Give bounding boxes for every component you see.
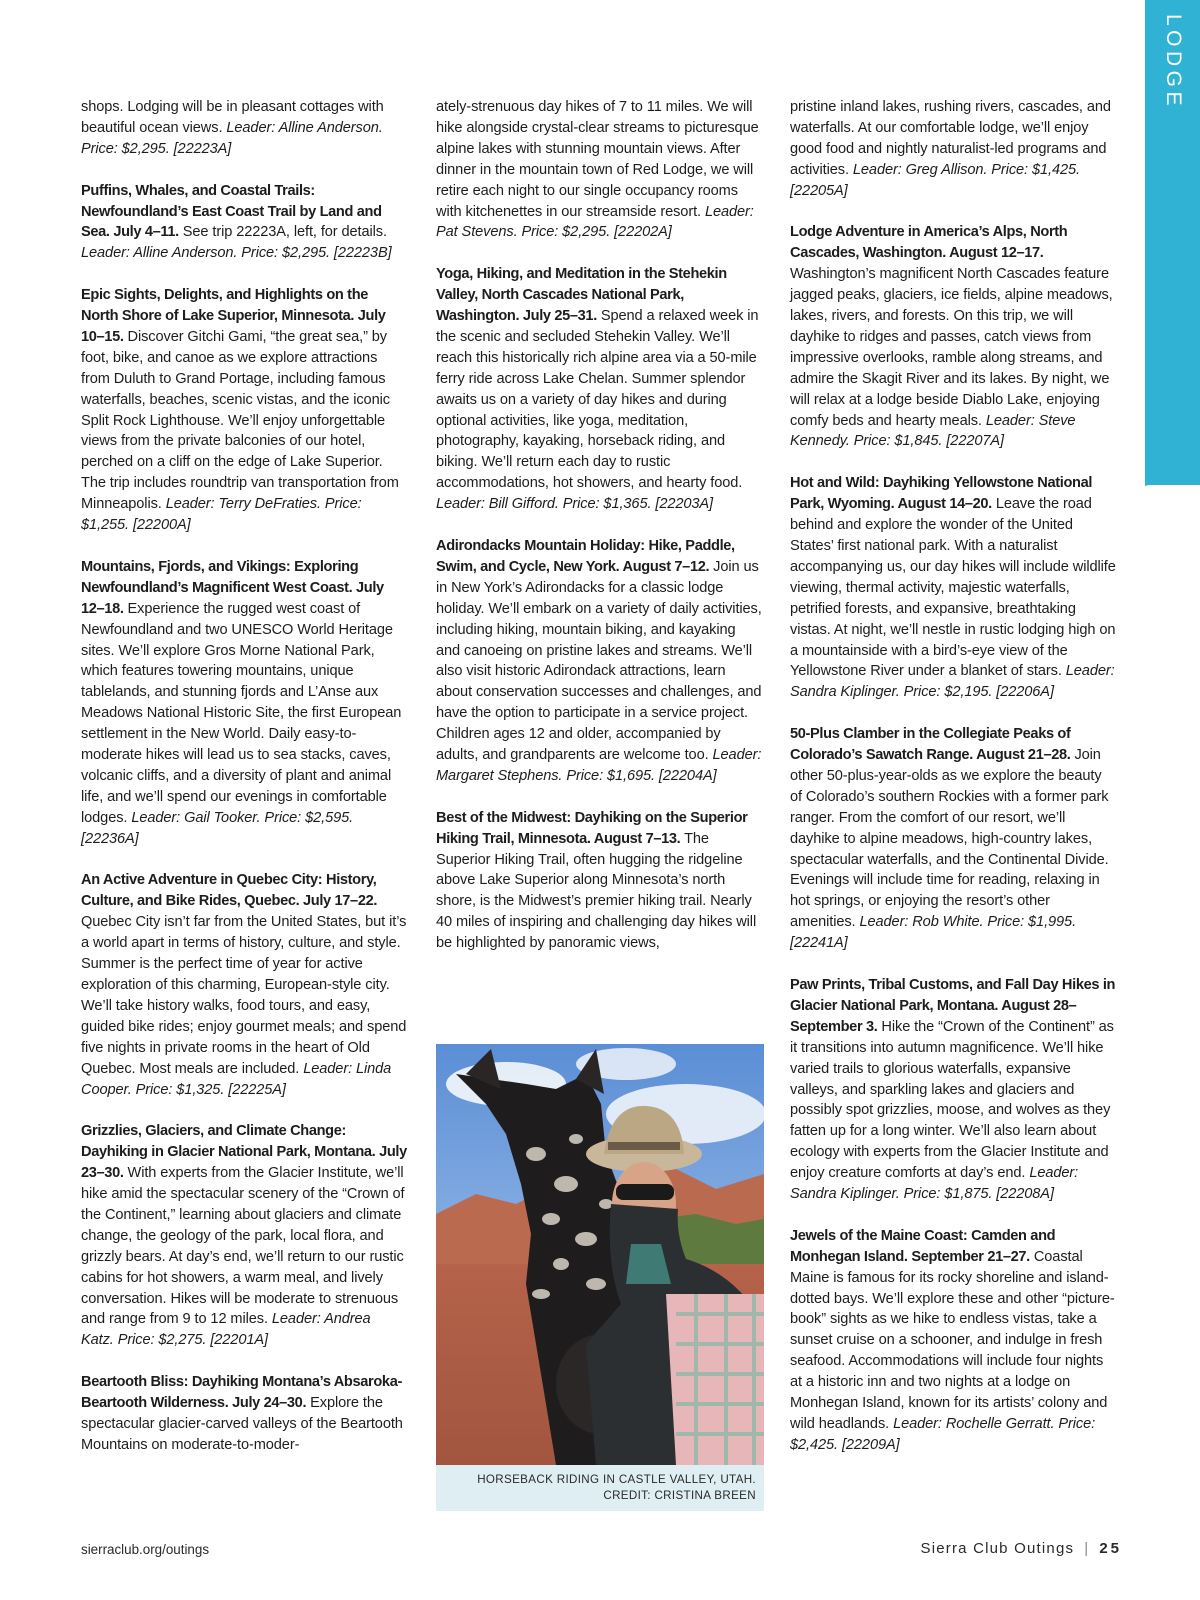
trip-listing	[790, 724, 1116, 954]
trip-title: Grizzlies, Glaciers, and Climate Change: Dayhiking in Glacier National Park, Montana. July 23–30.	[81, 1123, 407, 1182]
trip-description: The Superior Hiking Trail, often hugging the ridgeline above Lake Superior along Minnesota’s north shore, is the Midwest’s premier hiking trail. Nearly 40 miles of inspiring and challenging day hikes will be highlighted by panoramic views,	[436, 830, 757, 952]
trip-leader-price: Leader: Terry DeFraties. Price: $1,255. [22200A]	[81, 496, 362, 534]
footer-publication	[921, 1540, 1123, 1557]
trip-leader-price: Leader: Sandra Kiplinger. Price: $1,875. [22208A]	[790, 1165, 1079, 1203]
photo-caption	[436, 1465, 764, 1511]
trip-title: Adirondacks Mountain Holiday: Hike, Paddle, Swim, and Cycle, New York. August 7–12.	[436, 538, 735, 575]
trip-title: Epic Sights, Delights, and Highlights on the North Shore of Lake Superior, Minnesota. July 10–15.	[81, 287, 386, 345]
publication-name: Sierra Club Outings	[920, 1540, 1075, 1557]
trip-description: Join us in New York’s Adirondacks for a classic lodge holiday. We’ll embark on a variety of daily activities, including hiking, mountain biking, and kayaking and canoeing on pristine lakes and streams. We’ll also visit historic Adirondack attractions, learn about conservation successes and challenges, and have the option to participate in a service project. Children ages 12 and older, accompanied by adults, and grandparents are welcome too.	[436, 558, 762, 764]
caption-line-2: CREDIT: CRISTINA BREEN	[603, 1489, 756, 1502]
caption-line-1: HORSEBACK RIDING IN CASTLE VALLEY, UTAH.	[477, 1473, 756, 1486]
trip-leader-price: Leader: Andrea Katz. Price: $2,275. [22201A]	[81, 1311, 371, 1349]
trip-title: Puffins, Whales, and Coastal Trails: Newfoundland’s East Coast Trail by Land and Sea. July 4–11.	[81, 182, 382, 241]
trip-leader-price: Leader: Margaret Stephens. Price: $1,695. [22204A]	[436, 747, 762, 784]
trip-description: Discover Gitchi Gami, “the great sea,” by foot, bike, and canoe as we explore attractions from Duluth to Grand Portage, including famous waterfalls, beaches, scenic vistas, and the iconic Split Rock Lighthouse. We’ll enjoy unforgettable views from the private balconies of our hotel, perched on a cliff on the edge of Lake Superior. The trip includes roundtrip van transportation from Minneapolis.	[81, 328, 399, 513]
trip-listing	[790, 97, 1116, 202]
trip-listing	[790, 473, 1116, 703]
trip-title: Yoga, Hiking, and Meditation in the Stehekin Valley, North Cascades National Park, Washington. July 25–31.	[436, 266, 727, 325]
trip-description: Join other 50-plus-year-olds as we explore the beauty of Colorado’s southern Rockies with a former park ranger. From the comfort of our resort, we’ll dayhike to alpine meadows, high-country lakes, spectacular waterfalls, and the Continental Divide. Evenings will include time for reading, relaxing in hot springs, or enjoying the resort’s other amenities.	[790, 747, 1109, 931]
column-1	[81, 97, 407, 1477]
trip-description: shops. Lodging will be in pleasant cottages with beautiful ocean views.	[81, 99, 384, 136]
trip-title: Mountains, Fjords, and Vikings: Exploring Newfoundland’s Magnificent West Coast. July 12–18.	[81, 558, 384, 617]
trip-title: Beartooth Bliss: Dayhiking Montana’s Absaroka-Beartooth Wilderness. July 24–30.	[81, 1374, 402, 1412]
trip-description: Experience the rugged west coast of Newfoundland and two UNESCO World Heritage sites. We’ll explore Gros Morne National Park, which features towering mountains, unique tablelands, and stunning fjords and L’Anse aux Meadows National Historic Site, the first European settlement in the New World. Daily easy-to-moderate hikes will lead us to sea stacks, caves, volcanic cliffs, and a diversity of plant and animal life, and we’ll spend our evenings in comfortable lodges.	[81, 600, 402, 826]
trip-title: Paw Prints, Tribal Customs, and Fall Day Hikes in Glacier National Park, Montana. August 28–September 3.	[790, 977, 1116, 1035]
trip-description: Washington’s magnificent North Cascades feature jagged peaks, glaciers, ice fields, alpine meadows, lakes, rivers, and forests. On this trip, we will dayhike to ridges and passes, catch views from impressive overlooks, ramble along streams, and admire the Skagit River and its lakes. By night, we will relax at a lodge beside Diablo Lake, enjoying comfy beds and hearty meals.	[790, 266, 1113, 429]
trip-title: Jewels of the Maine Coast: Camden and Monhegan Island. September 21–27.	[790, 1227, 1056, 1265]
footer-url[interactable]: sierraclub.org/outings	[81, 1542, 210, 1557]
horse-rider-photo	[436, 1044, 764, 1465]
trip-description: Leave the road behind and explore the wonder of the United States’ first national park. With a naturalist accompanying us, our day hikes will include wildlife viewing, thermal activity, majestic waterfalls, petrified forests, and expansive, breathtaking vistas. At night, we’ll nestle in rustic lodging high on a mountainside with a bird’s-eye view of the Yellowstone River under a blanket of stars.	[790, 496, 1116, 680]
page-number: 25	[1099, 1540, 1122, 1557]
trip-leader-price: Leader: Steve Kennedy. Price: $1,845. [22207A]	[790, 412, 1076, 450]
trip-description: See trip 22223A, left, for details.	[182, 224, 387, 241]
trip-leader-price: Leader: Linda Cooper. Price: $1,325. [22225A]	[81, 1060, 392, 1098]
trip-listing	[81, 97, 407, 160]
footer-separator: |	[1084, 1540, 1090, 1557]
trip-listing	[81, 870, 407, 1100]
trip-title: Lodge Adventure in America’s Alps, North Cascades, Washington. August 12–17.	[790, 224, 1068, 262]
trip-title: An Active Adventure in Quebec City: History, Culture, and Bike Rides, Quebec. July 17–22.	[81, 872, 378, 910]
section-tab-notch	[1145, 470, 1200, 486]
trip-listing	[81, 285, 407, 536]
trip-listing	[436, 97, 762, 243]
trip-leader-price: Leader: Pat Stevens. Price: $2,295. [22202A]	[436, 203, 754, 241]
section-tab-label: LODGE	[1162, 13, 1185, 111]
trip-listing	[436, 536, 762, 787]
column-2	[436, 97, 762, 975]
trip-description: Explore the spectacular glacier-carved valleys of the Beartooth Mountains on moderate-to-moder-	[81, 1395, 403, 1453]
trip-listing	[790, 975, 1116, 1205]
trip-title: 50-Plus Clamber in the Collegiate Peaks of Colorado’s Sawatch Range. August 21–28.	[790, 726, 1071, 764]
trip-listing	[436, 808, 762, 954]
trip-description: Coastal Maine is famous for its rocky shoreline and island-dotted bays. We’ll explore these and other “picture-book” sights as we hike to endless vistas, take a sunset cruise on a schooner, and indulge in fresh seafood. Accommodations will include four nights at a historic inn and two nights at a lodge on Monhegan Island, known for its artists’ colony and wild headlands.	[790, 1248, 1115, 1433]
trip-listing	[81, 181, 407, 265]
trip-leader-price: Leader: Gail Tooker. Price: $2,595. [22236A]	[81, 809, 354, 847]
trip-listing	[81, 1121, 407, 1351]
trip-description: With experts from the Glacier Institute, we’ll hike amid the spectacular scenery of the “Crown of the Continent,” learning about glaciers and climate change, the geology of the park, local flora, and grizzly bears. At day’s end, we’ll return to our rustic cabins for hot showers, a warm meal, and lively conversation. Hikes will be moderate to strenuous and range from 9 to 12 miles.	[81, 1165, 405, 1328]
trip-leader-price: Leader: Sandra Kiplinger. Price: $2,195. [22206A]	[790, 663, 1115, 701]
trip-listing	[790, 1226, 1116, 1456]
trip-leader-price: Leader: Rob White. Price: $1,995. [22241A]	[790, 914, 1077, 952]
trip-listing	[81, 557, 407, 850]
trip-listing	[790, 222, 1116, 452]
trip-description: pristine inland lakes, rushing rivers, cascades, and waterfalls. At our comfortable lodge, we’ll enjoy good food and nightly naturalist-led programs and activities.	[790, 99, 1111, 178]
trip-title: Hot and Wild: Dayhiking Yellowstone National Park, Wyoming. August 14–20.	[790, 475, 1093, 513]
trip-leader-price: Leader: Alline Anderson. Price: $2,295. [22223A]	[81, 119, 383, 157]
trip-description: Hike the “Crown of the Continent” as it transitions into autumn magnificence. We’ll hike varied trails to glorious waterfalls, expansive valleys, and sparkling lakes and glaciers and possibly spot grizzlies, moose, and wolves as they fatten up for a long winter. We’ll also learn about ecology with experts from the Glacier Institute and enjoy creature comforts at day’s end.	[790, 1018, 1114, 1182]
trip-leader-price: Leader: Rochelle Gerratt. Price: $2,425. [22209A]	[790, 1416, 1096, 1453]
trip-description: Spend a relaxed week in the scenic and secluded Stehekin Valley. We’ll reach this historically rich alpine area via a 50-mile ferry ride across Lake Chelan. Summer splendor awaits us on a variety of day hikes and during optional activities, like yoga, meditation, photography, kayaking, horseback riding, and biking. We’ll return each day to rustic accommodations, hot showers, and hearty food.	[436, 308, 759, 492]
trip-description: Quebec City isn’t far from the United States, but it’s a world apart in terms of history, culture, and style. Summer is the perfect time of year for active exploration of this charming, European-style city. We’ll take history walks, food tours, and easy, guided bike rides; enjoy gourmet meals; and spend five nights in private rooms in the heart of Old Quebec. Most meals are included.	[81, 914, 407, 1077]
trip-description: ately-strenuous day hikes of 7 to 11 miles. We will hike alongside crystal-clear streams to picturesque alpine lakes with stunning mountain views. After dinner in the mountain town of Red Lodge, we will retire each night to our single occupancy rooms with kitchenettes in our streamside resort.	[436, 99, 759, 220]
trip-listing	[81, 1372, 407, 1456]
trip-leader-price: Leader: Greg Allison. Price: $1,425. [22205A]	[790, 161, 1080, 199]
trip-title: Best of the Midwest: Dayhiking on the Superior Hiking Trail, Minnesota. August 7–13.	[436, 809, 748, 847]
trip-listing	[436, 264, 762, 515]
trip-leader-price: Leader: Bill Gifford. Price: $1,365. [22203A]	[436, 496, 714, 513]
column-3	[790, 97, 1116, 1477]
trip-leader-price: Leader: Alline Anderson. Price: $2,295. [22223B]	[81, 245, 392, 262]
